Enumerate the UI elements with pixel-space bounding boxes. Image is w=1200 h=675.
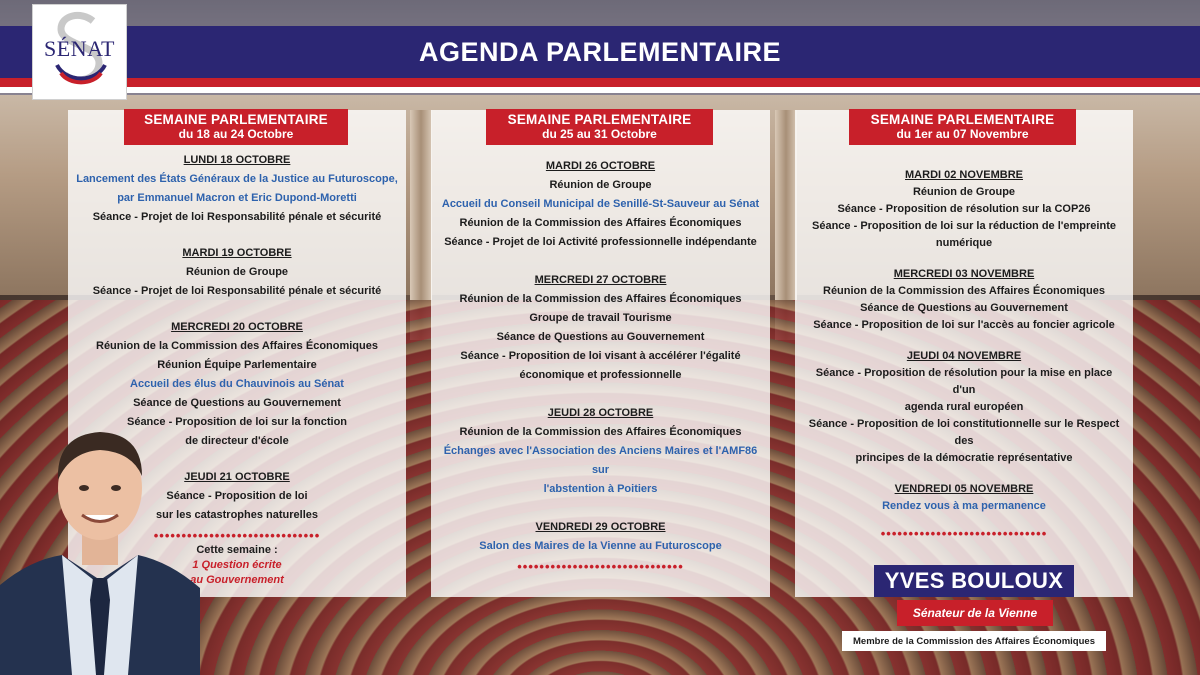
agenda-item: l'abstention à Poitiers xyxy=(543,483,658,495)
agenda-item: Groupe de travail Tourisme xyxy=(529,312,672,324)
agenda-item: Séance - Proposition de loi sur la fonction xyxy=(126,416,348,428)
agenda-item: Salon des Maires de la Vienne au Futuroscope xyxy=(479,540,722,552)
agenda-item: Réunion de la Commission des Affaires Économiques xyxy=(459,293,742,305)
agenda-item: Séance de Questions au Gouvernement xyxy=(496,331,705,343)
agenda-item: Accueil du Conseil Municipal de Senillé-St-Sauveur au Sénat xyxy=(441,198,760,210)
logo-wordmark: SÉNAT xyxy=(44,36,115,61)
senator-commission: Membre de la Commission des Affaires Économiques xyxy=(842,631,1106,651)
week-banner xyxy=(124,109,348,145)
agenda-item: Séance - Proposition de loi sur la réduction de l'empreinte xyxy=(812,220,1116,232)
header-white-stripe xyxy=(0,87,1200,93)
agenda-item: Réunion de Groupe xyxy=(912,186,1016,198)
agenda-item: de directeur d'école xyxy=(185,435,289,447)
week-banner xyxy=(849,109,1076,145)
senator-portrait xyxy=(0,410,200,675)
dotted-separator: •••••••••••••••••••••••••••••• xyxy=(153,528,321,543)
day-title: JEUDI 21 OCTOBRE xyxy=(184,471,290,483)
agenda-item: Rendez vous à ma permanence xyxy=(882,500,1046,512)
week-banner xyxy=(486,109,713,145)
agenda-item: Réunion de la Commission des Affaires Économiques xyxy=(96,340,378,352)
agenda-item: Séance - Projet de loi Responsabilité pénale et sécurité xyxy=(92,285,382,297)
agenda-item: Réunion de la Commission des Affaires Économiques xyxy=(823,285,1105,297)
agenda-item: Séance - Projet de loi Responsabilité pénale et sécurité xyxy=(92,211,382,223)
week-dates: du 25 au 31 Octobre xyxy=(542,126,657,141)
agenda-item: sur les catastrophes naturelles xyxy=(155,509,318,521)
agenda-item: Séance de Questions au Gouvernement xyxy=(133,397,341,409)
day-block xyxy=(431,404,770,499)
agenda-item: Échanges avec l'Association des Anciens Maires et l'AMF86 sur xyxy=(443,445,758,476)
day-title: VENDREDI 29 OCTOBRE xyxy=(535,521,666,533)
agenda-item: Séance de Questions au Gouvernement xyxy=(860,302,1068,314)
day-block xyxy=(431,271,770,385)
day-block xyxy=(795,167,1133,252)
senat-logo xyxy=(32,4,127,100)
day-block xyxy=(68,151,406,227)
agenda-item: Réunion de Groupe xyxy=(185,266,289,278)
day-title: LUNDI 18 OCTOBRE xyxy=(183,154,291,166)
agenda-item: Séance - Projet de loi Activité professionnelle indépendante xyxy=(444,236,757,248)
agenda-item: Lancement des États Généraux de la Justice au Futuroscope, xyxy=(76,173,398,185)
agenda-item: Séance - Proposition de loi xyxy=(166,490,308,502)
dotted-separator: •••••••••••••••••••••••••••••• xyxy=(517,559,684,574)
day-block xyxy=(795,348,1133,467)
agenda-item: par Emmanuel Macron et Eric Dupond-Moretti xyxy=(117,192,357,204)
agenda-item: Séance - Proposition de résolution sur la COP26 xyxy=(837,203,1091,215)
week-column-3 xyxy=(795,110,1133,597)
agenda-item: économique et professionnelle xyxy=(519,369,682,381)
agenda-item: Réunion de Groupe xyxy=(549,179,652,191)
agenda-item: Réunion de la Commission des Affaires Économiques xyxy=(459,426,742,438)
day-title: MERCREDI 03 NOVEMBRE xyxy=(893,268,1035,280)
week-title: SEMAINE PARLEMENTAIRE xyxy=(144,112,328,128)
day-block xyxy=(68,244,406,301)
week-column-2 xyxy=(431,110,770,597)
day-block xyxy=(431,518,770,556)
week-note-detail: 1 Question écrite xyxy=(192,559,282,571)
agenda-item: Réunion de la Commission des Affaires Économiques xyxy=(459,217,742,229)
senator-role: Sénateur de la Vienne xyxy=(897,600,1053,626)
day-list xyxy=(431,157,770,574)
agenda-item: agenda rural européen xyxy=(904,401,1024,413)
day-title: MARDI 19 OCTOBRE xyxy=(182,247,292,259)
day-title: MERCREDI 27 OCTOBRE xyxy=(534,274,667,286)
day-block xyxy=(795,481,1133,515)
header-red-stripe xyxy=(0,78,1200,87)
week-dates: du 18 au 24 Octobre xyxy=(178,126,294,141)
day-title: MARDI 02 NOVEMBRE xyxy=(905,169,1023,181)
agenda-item: principes de la démocratie représentative xyxy=(855,452,1073,464)
week-note: Cette semaine : xyxy=(196,544,278,556)
senator-name: YVES BOULOUX xyxy=(874,565,1074,597)
day-title: MARDI 26 OCTOBRE xyxy=(545,160,656,172)
agenda-item: Réunion Équipe Parlementaire xyxy=(157,359,317,371)
week-note-detail: au Gouvernement xyxy=(190,574,284,586)
agenda-item: Séance - Proposition de loi sur l'accès au foncier agricole xyxy=(813,319,1115,331)
agenda-item: numérique xyxy=(935,237,993,249)
week-dates: du 1er au 07 Novembre xyxy=(896,126,1029,141)
day-block xyxy=(431,157,770,252)
week-title: SEMAINE PARLEMENTAIRE xyxy=(870,112,1055,128)
agenda-item: Séance - Proposition de loi visant à accélérer l'égalité xyxy=(460,350,741,362)
day-title: JEUDI 28 OCTOBRE xyxy=(547,407,654,419)
dotted-separator: •••••••••••••••••••••••••••••• xyxy=(880,526,1048,541)
week-title: SEMAINE PARLEMENTAIRE xyxy=(507,112,692,128)
agenda-item: Accueil des élus du Chauvinois au Sénat xyxy=(130,378,344,390)
agenda-item: Séance - Proposition de loi constitutionnelle sur le Respect des xyxy=(808,418,1120,447)
day-block xyxy=(795,266,1133,334)
day-title: VENDREDI 05 NOVEMBRE xyxy=(894,483,1034,495)
day-list xyxy=(795,167,1133,541)
page-title: AGENDA PARLEMENTAIRE xyxy=(418,36,781,67)
agenda-item: Séance - Proposition de résolution pour la mise en place d'un xyxy=(815,367,1113,396)
day-title: MERCREDI 20 OCTOBRE xyxy=(171,321,303,333)
day-title: JEUDI 04 NOVEMBRE xyxy=(906,350,1022,362)
